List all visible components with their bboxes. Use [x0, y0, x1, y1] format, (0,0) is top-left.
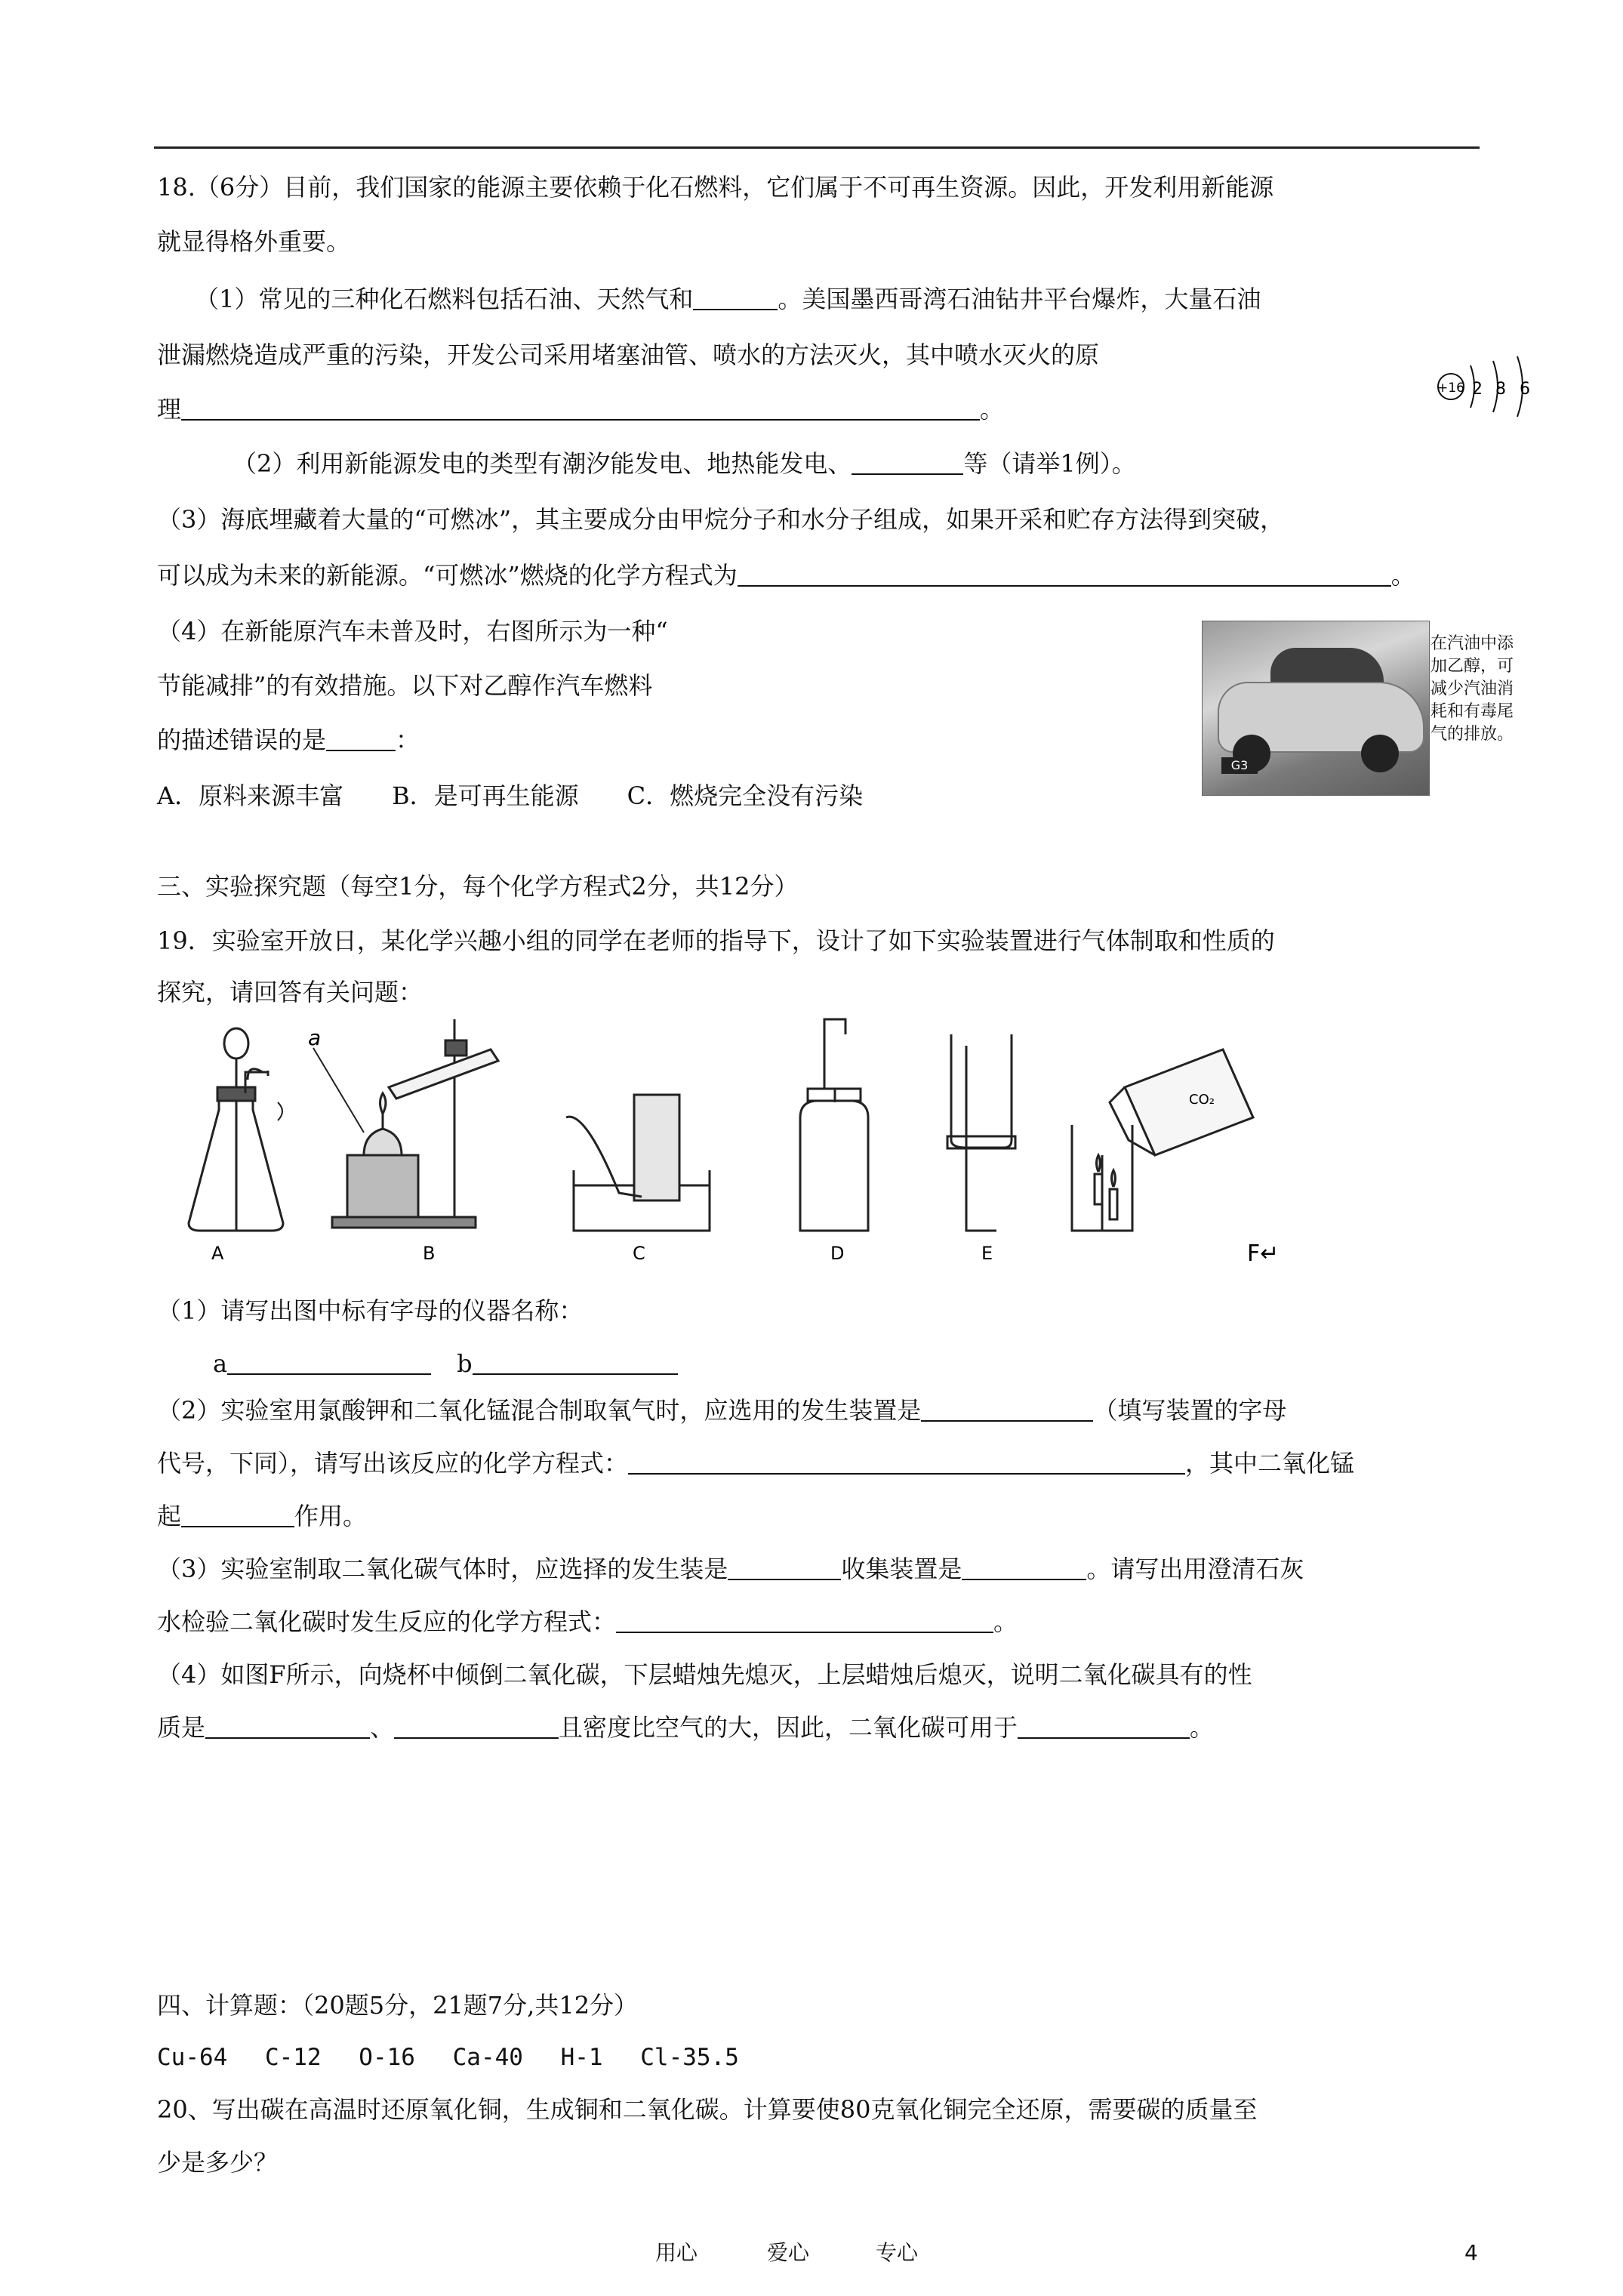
q19-stem-line2: 探究，请回答有关问题：	[157, 978, 423, 1006]
q19-part3-line2: 水检验二氧化碳时发生反应的化学方程式： 。	[157, 1607, 1018, 1636]
car-caption: 在汽油中添加乙醇，可减少汽油消耗和有毒尾气的排放。	[1431, 634, 1514, 744]
apparatus-f-gas-label: CO₂	[1189, 1092, 1215, 1108]
sulfur-atom-structure-diagram	[1434, 349, 1555, 417]
apparatus-e	[947, 1034, 1015, 1231]
apparatus-a	[189, 1028, 283, 1231]
q19-limewater-equation-blank[interactable]	[616, 1610, 993, 1633]
apparatus-label-f: F↵	[1247, 1240, 1280, 1267]
atom-shell-electrons-1: 2	[1472, 380, 1483, 399]
q18-part4-line1: （4）在新能原汽车未普及时，右图所示为一种“	[157, 617, 668, 646]
car-plate: G3	[1221, 757, 1258, 774]
q19-mno2-role-blank[interactable]	[181, 1505, 294, 1527]
q18-stem-line2: 就显得格外重要。	[157, 227, 351, 256]
q18-part4-options: A．原料来源丰富 B．是可再生能源 C．燃烧完全没有污染	[157, 781, 864, 810]
q19-instrument-b-blank[interactable]	[473, 1352, 678, 1375]
atomic-masses: Cu-64 C-12 O-16 Ca-40 H-1 Cl-35.5	[157, 2044, 739, 2071]
q19-co2-collector-blank[interactable]	[962, 1558, 1086, 1580]
atom-shell-electrons-2: 8	[1495, 380, 1506, 399]
q18-extinguish-principle-blank[interactable]	[181, 398, 980, 421]
q18-stem-line1: 18.（6分）目前，我们国家的能源主要依赖于化石燃料，它们属于不可再生资源。因此，开发利用新能源	[157, 173, 1274, 202]
q19-part2-line3: 起 作用。	[157, 1502, 368, 1530]
apparatus-b	[332, 1019, 498, 1228]
apparatus-label-d: D	[830, 1243, 845, 1264]
q19-stem-line1: 19．实验室开放日，某化学兴趣小组的同学在老师的指导下，设计了如下实验装置进行气体制取和性质的	[157, 926, 1275, 955]
car-photo	[1202, 621, 1430, 796]
footer-slogan-1: 用心	[655, 2240, 698, 2265]
q18-new-energy-blank[interactable]	[852, 452, 963, 475]
q19-part2-line1: （2）实验室用氯酸钾和二氧化锰混合制取氧气时，应选用的发生装置是 （填写装置的字母	[157, 1396, 1287, 1425]
q19-co2-generator-blank[interactable]	[728, 1558, 841, 1580]
q18-part3-line2: 可以成为未来的新能源。“可燃冰”燃烧的化学方程式为 。	[157, 561, 1415, 590]
atom-nucleus-charge: +16	[1437, 381, 1464, 396]
q19-part4-line1: （4）如图F所示，向烧杯中倾倒二氧化碳，下层蜡烛先熄灭，上层蜡烛后熄灭，说明二氧化碳具有的性	[157, 1660, 1252, 1689]
q20-line2: 少是多少？	[157, 2148, 279, 2177]
apparatus-a-connector	[278, 1102, 282, 1120]
q19-co2-property1-blank[interactable]	[205, 1716, 370, 1739]
apparatus-b-pointer	[313, 1048, 364, 1133]
apparatus-c	[566, 1095, 710, 1231]
q19-part2-line2: 代号，下同），请写出该反应的化学方程式： ，其中二氧化锰	[157, 1449, 1355, 1478]
q19-part4-line2: 质是 、 且密度比空气的大，因此，二氧化碳可用于 。	[157, 1713, 1215, 1742]
q18-combustion-equation-blank[interactable]	[738, 564, 1391, 587]
atom-shell-electrons-3: 6	[1520, 380, 1530, 399]
apparatus-f	[1072, 1049, 1253, 1231]
q18-fossil-fuel-blank[interactable]	[693, 288, 778, 310]
apparatus-label-b: B	[423, 1243, 436, 1264]
q19-co2-property2-blank[interactable]	[394, 1716, 559, 1739]
q19-co2-use-blank[interactable]	[1018, 1716, 1190, 1739]
q19-oxygen-generator-blank[interactable]	[921, 1399, 1093, 1422]
car-wheel-rear	[1361, 735, 1399, 772]
q19-part3-line1: （3）实验室制取二氧化碳气体时，应选择的发生装是 收集装置是 。请写出用澄清石灰	[157, 1555, 1304, 1583]
q20-line1: 20、写出碳在高温时还原氧化铜，生成铜和二氧化碳。计算要使80克氧化铜完全还原，需要碳的质量至	[157, 2095, 1258, 2124]
q18-part2: （2）利用新能源发电的类型有潮汐能发电、地热能发电、 等（请举1例）。	[233, 449, 1136, 478]
lab-apparatus-diagram	[166, 1004, 1344, 1276]
page-number: 4	[1464, 2240, 1478, 2265]
footer-slogan-2: 爱心	[767, 2240, 810, 2265]
section4-title: 四、计算题：（20题5分，21题7分,共12分）	[157, 1991, 639, 2020]
q18-wrong-description-blank[interactable]	[326, 729, 396, 751]
footer-slogan-3: 专心	[876, 2240, 919, 2265]
q18-part4-line2: 节能减排”的有效措施。以下对乙醇作汽车燃料	[157, 671, 653, 700]
car-roof	[1270, 648, 1384, 686]
apparatus-label-a: A	[211, 1243, 224, 1264]
apparatus-d	[800, 1019, 868, 1231]
apparatus-b-letter-a: a	[308, 1025, 322, 1050]
q18-part1-line1: （1）常见的三种化石燃料包括石油、天然气和 。美国墨西哥湾石油钻井平台爆炸，大量石油	[195, 285, 1261, 313]
q18-part4-line3: 的描述错误的是 ：	[157, 726, 420, 754]
q19-part1: （1）请写出图中标有字母的仪器名称：	[157, 1296, 584, 1325]
q18-part1-line2: 泄漏燃烧造成严重的污染，开发公司采用堵塞油管、喷水的方法灭火，其中喷水灭火的原	[157, 341, 1100, 369]
apparatus-label-c: C	[633, 1243, 645, 1264]
q18-part1-line3: 理 。	[157, 395, 1005, 424]
q19-part1-blanks: a b	[213, 1351, 678, 1376]
apparatus-label-e: E	[981, 1243, 993, 1264]
header-rule	[154, 146, 1480, 149]
q19-kclo3-equation-blank[interactable]	[628, 1452, 1185, 1475]
section3-title: 三、实验探究题（每空1分，每个化学方程式2分，共12分）	[157, 872, 799, 901]
q18-part3-line1: （3）海底埋藏着大量的“可燃冰”，其主要成分由甲烷分子和水分子组成，如果开采和贮存方法得到突破，	[157, 505, 1285, 534]
q19-instrument-a-blank[interactable]	[227, 1352, 431, 1375]
